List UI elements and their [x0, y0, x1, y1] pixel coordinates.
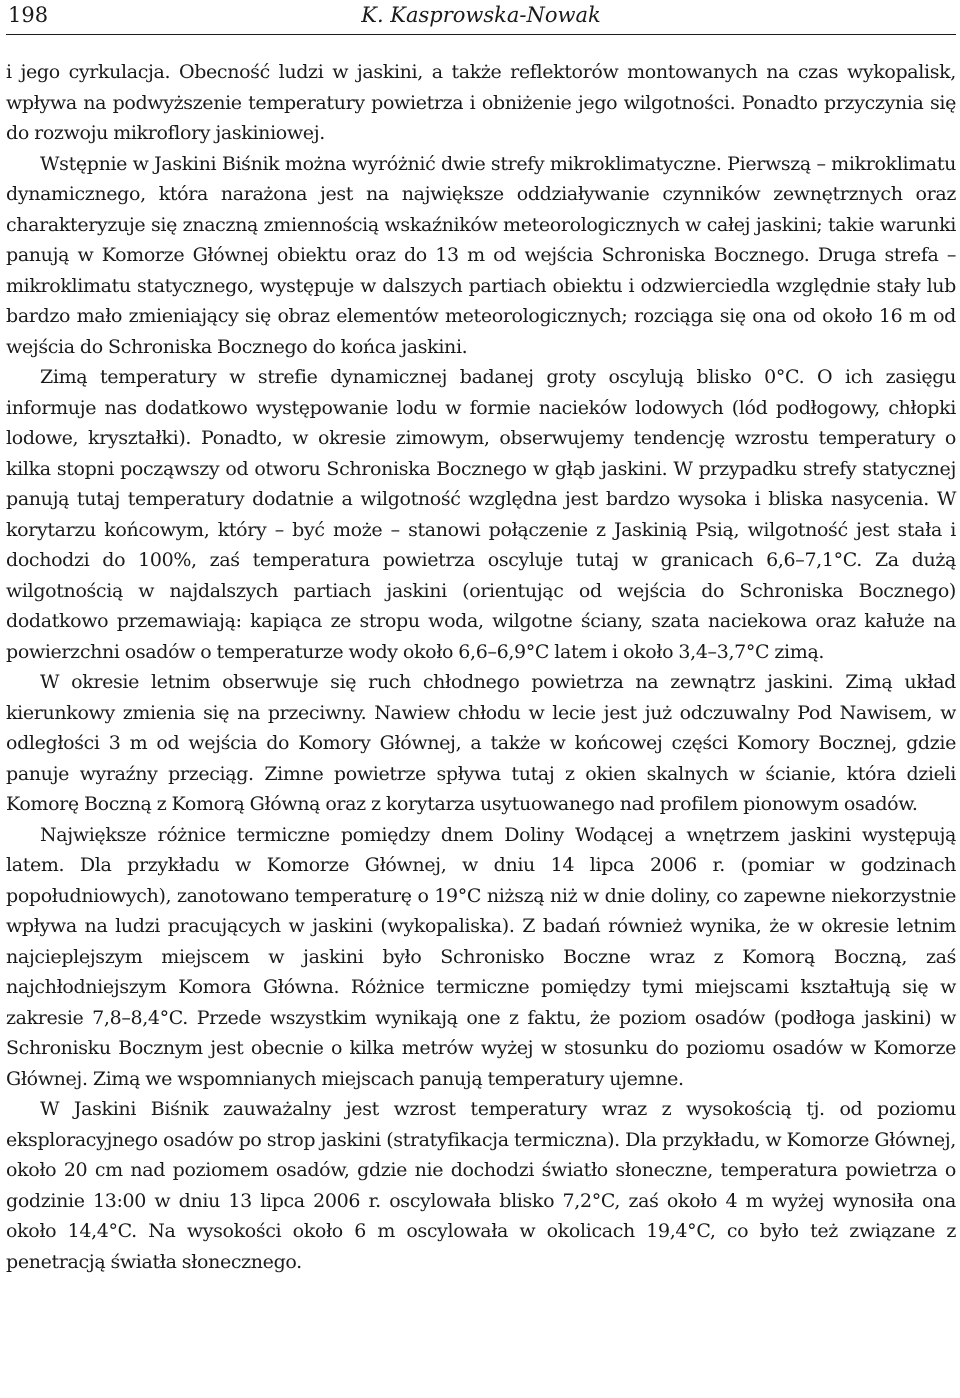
paragraph-thermal-differences: Największe różnice termiczne pomiędzy dnem Doliny Wodącej a wnętrzem jaskini występują latem. Dla przykładu w Komorze Głównej, w dniu 14 lipca 2006 r. (pomiar w godzinach popołudniowych), zanotowano temperaturę o 19°C niższą niż w dnie doliny, co zapewne niekorzystnie wpływa na ludzi pracujących w jaskini (wykopaliska). Z badań również wynika, że w okresie letnim najcieplejszym miejscem w jaskini było Schronisko Boczne wraz z Komorą Boczną, zaś najchłodniejszym Komora Główna. Różnice termiczne pomiędzy tymi miejscami kształtują się w zakresie 7,8–8,4°C. Przede wszystkim wynikają one z faktu, że poziom osadów (podłoga jaskini) w Schronisku Bocznym jest obecnie o kilka metrów wyżej w stosunku do poziomu osadów w Komorze Głównej. Zimą we wspomnianych miejscach panują temperatury ujemne. [6, 823, 956, 1090]
page-number: 198 [8, 3, 49, 27]
body-text [6, 57, 956, 1277]
paragraph-thermal-stratification: W Jaskini Biśnik zauważalny jest wzrost temperatury wraz z wysokością tj. od poziomu eksploracyjnego osadów po strop jaskini (stratyfikacja termiczna). Dla przykładu, w Komorze Głównej, około 20 cm nad poziomem osadów, gdzie nie dochodzi światło słoneczne, temperatura powietrza o godzinie 13:00 w dniu 13 lipca 2006 r. oscylowała blisko 7,2°C, zaś około 4 m wyżej wynosiła ona około 14,4°C. Na wysokości około 6 m oscylowała w okolicach 19,4°C, co było też związane z penetracją światła słonecznego. [6, 1098, 956, 1273]
running-header-author: K. Kasprowska-Nowak [361, 3, 601, 27]
paragraph-winter-temperatures: Zimą temperatury w strefie dynamicznej badanej groty oscylują blisko 0°C. O ich zasięgu informuje nas dodatkowo występowanie lodu w formie nacieków lodowych (lód podłogowy, chłopki lodowe, kryształki). Ponadto, w okresie zimowym, obserwujemy tendencję wzrostu temperatury o kilka stopni począwszy od otworu Schroniska Bocznego w głąb jaskini. W przypadku strefy statycznej panują tutaj temperatury dodatnie a wilgotność względna jest bardzo wysoka i bliska nasycenia. W korytarzu końcowym, który – być może – stanowi połączenie z Jaskinią Psią, wilgotność jest stała i dochodzi do 100%, zaś temperatura powietrza oscyluje tutaj w granicach 6,6–7,1°C. Za dużą wilgotnością w najdalszych partiach jaskini (orientując od wejścia do Schroniska Bocznego) dodatkowo przemawiają: kapiąca ze stropu woda, wilgotne ściany, szata naciekowa oraz kałuże na powierzchni osadów o temperaturze wody około 6,6–6,9°C latem i około 3,4–3,7°C zimą. [6, 366, 956, 663]
document-page [6, 0, 956, 1398]
paragraph-microclimate-zones: Wstępnie w Jaskini Biśnik można wyróżnić dwie strefy mikroklimatyczne. Pierwszą – mikroklimatu dynamicznego, która narażona jest na największe oddziaływanie czynników zewnętrznych oraz charakteryzuje się znaczną zmiennością wskaźników meteorologicznych w całej jaskini; takie warunki panują w Komorze Głównej obiektu oraz do 13 m od wejścia Schroniska Bocznego. Druga strefa – mikroklimatu statycznego, występuje w dalszych partiach obiektu i odzwierciedla względnie stały lub bardzo mało zmieniający się obraz elementów meteorologicznych; rozciąga się ona od około 16 m od wejścia do Schroniska Bocznego do końca jaskini. [6, 152, 956, 358]
running-header [6, 0, 956, 35]
paragraph-continuation: i jego cyrkulacja. Obecność ludzi w jaskini, a także reflektorów montowanych na czas wykopalisk, wpływa na podwyższenie temperatury powietrza i obniżenie jego wilgotności. Ponadto przyczynia się do rozwoju mikroflory jaskiniowej. [6, 61, 956, 144]
paragraph-air-movement: W okresie letnim obserwuje się ruch chłodnego powietrza na zewnątrz jaskini. Zimą układ kierunkowy zmienia się na przeciwny. Nawiew chłodu w lecie jest już odczuwalny Pod Nawisem, w odległości 3 m od wejścia do Komory Głównej, a także w końcowej części Komory Bocznej, gdzie panuje wyraźny przeciąg. Zimne powietrze spływa tutaj z okien skalnych w ścianie, która dzieli Komorę Boczną z Komorą Główną oraz z korytarza usytuowanego nad profilem pionowym osadów. [6, 671, 956, 815]
